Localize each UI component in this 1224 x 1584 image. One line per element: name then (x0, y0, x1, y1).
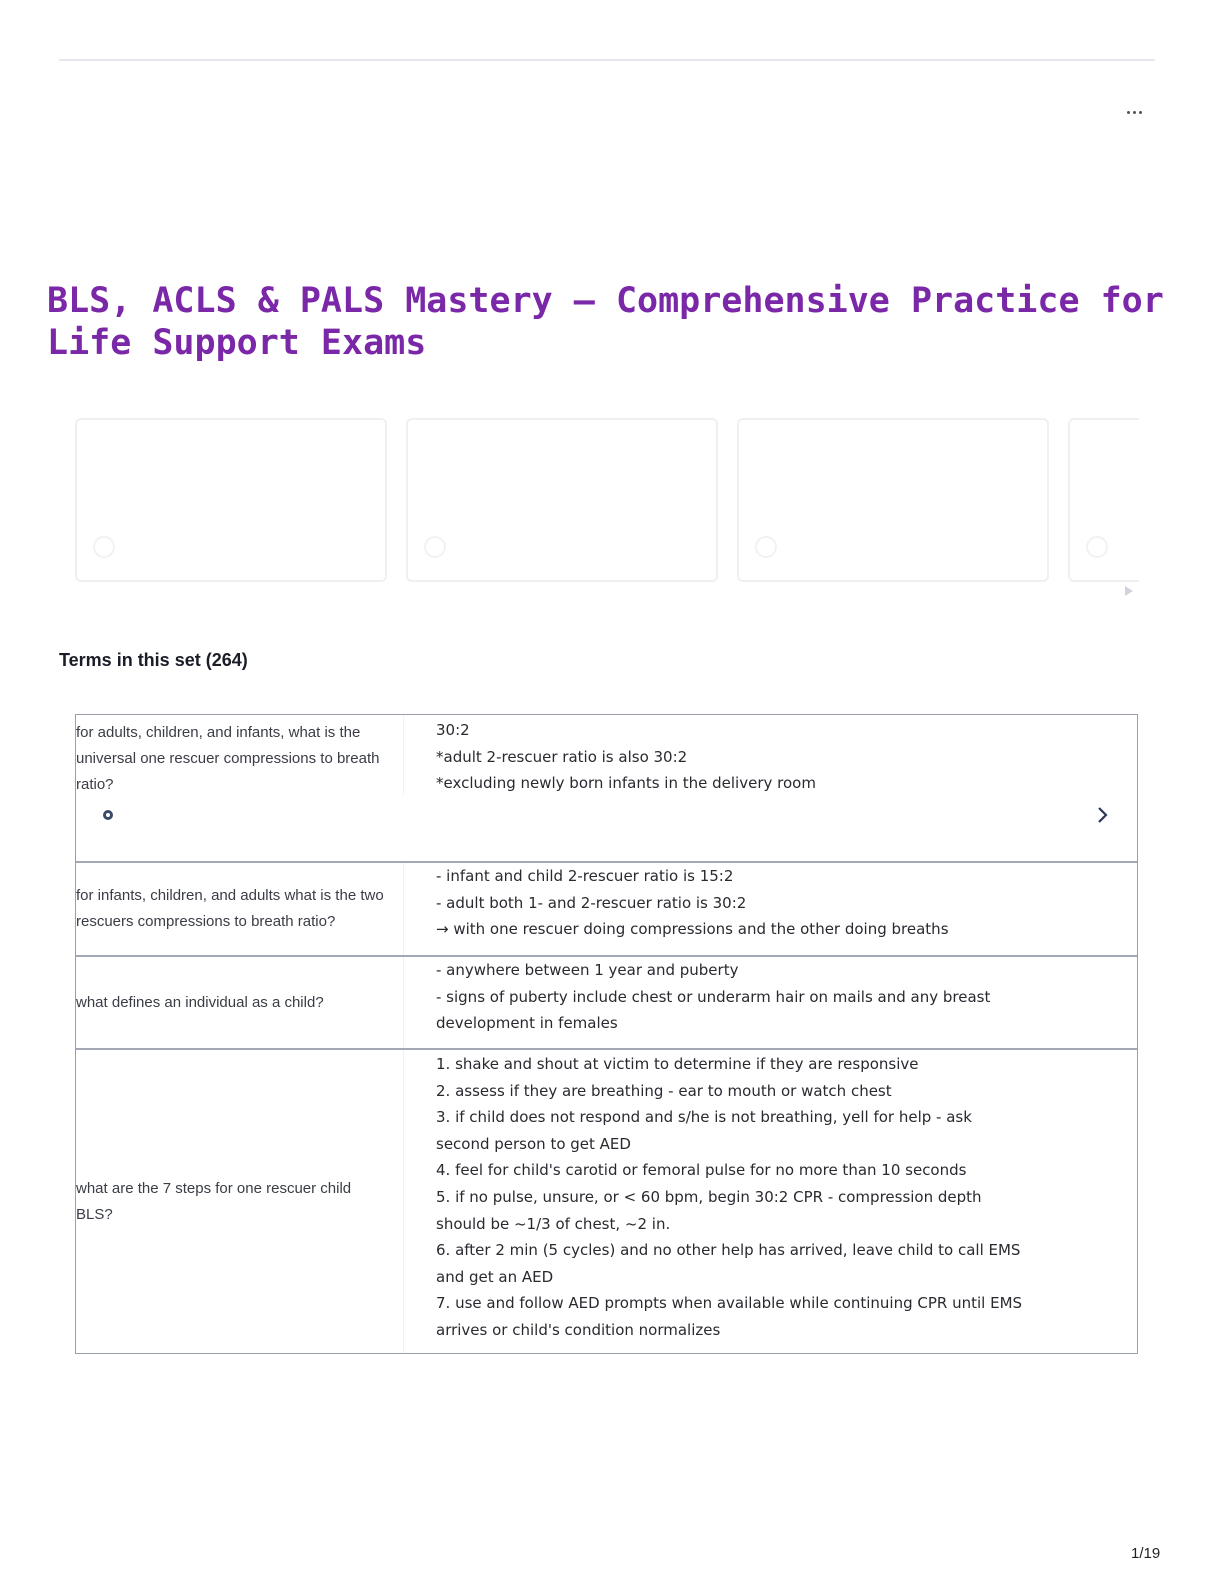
definition-text (404, 957, 1137, 1048)
term-text: for adults, children, and infants, what is the universal one rescuer compressions to breath ratio? (76, 715, 404, 795)
definition-line: 7. use and follow AED prompts when available while continuing CPR until EMS (436, 1294, 1023, 1313)
loading-spinner-icon (755, 536, 777, 558)
chevron-right-icon[interactable] (1096, 805, 1110, 825)
definition-line: should be ~1/3 of chest, ~2 in. (436, 1214, 671, 1233)
term-row[interactable] (76, 1050, 1137, 1353)
loading-spinner-icon (424, 536, 446, 558)
page-title: BLS, ACLS & PALS Mastery – Comprehensive Practice for Life Support Exams (47, 281, 1164, 363)
carousel-next-arrow-icon[interactable] (1125, 586, 1133, 596)
definition-line: - infant and child 2-rescuer ratio is 15:2 (436, 867, 734, 885)
term-row[interactable] (76, 957, 1137, 1050)
definition-line: *excluding newly born infants in the delivery room (436, 774, 816, 793)
term-text: what are the 7 steps for one rescuer child BLS? (76, 1050, 404, 1353)
definition-line: arrives or child's condition normalizes (436, 1320, 721, 1339)
loading-spinner-icon (1086, 536, 1108, 558)
term-text: for infants, children, and adults what is the two rescuers compressions to breath ratio? (76, 863, 404, 955)
term-row[interactable] (76, 863, 1137, 957)
study-mode-carousel (0, 0, 1139, 600)
term-row[interactable] (76, 715, 1137, 863)
terms-list (75, 714, 1138, 1354)
definition-line: 30:2 (436, 721, 470, 739)
definition-line: 3. if child does not respond and s/he is not breathing, yell for help - ask (436, 1108, 972, 1127)
loading-spinner-icon (93, 536, 115, 558)
study-mode-card[interactable] (1068, 418, 1139, 582)
study-mode-card[interactable] (75, 418, 387, 582)
definition-line: - adult both 1- and 2-rescuer ratio is 30:2 (436, 893, 747, 912)
definition-line: 4. feel for child's carotid or femoral pulse for no more than 10 seconds (436, 1161, 967, 1180)
definition-line: 6. after 2 min (5 cycles) and no other help has arrived, leave child to call EMS (436, 1241, 1021, 1260)
page-number: 1/19 (1131, 1545, 1161, 1562)
definition-line: 5. if no pulse, unsure, or < 60 bpm, begin 30:2 CPR - compression depth (436, 1187, 982, 1206)
definition-line: 2. assess if they are breathing - ear to mouth or watch chest (436, 1081, 892, 1100)
term-text: what defines an individual as a child? (76, 957, 404, 1048)
definition-line: - signs of puberty include chest or underarm hair on mails and any breast (436, 987, 991, 1006)
definition-line: and get an AED (436, 1267, 554, 1286)
study-mode-card[interactable] (406, 418, 718, 582)
terms-heading: Terms in this set (264) (59, 650, 248, 670)
definition-line: 1. shake and shout at victim to determine if they are responsive (436, 1055, 919, 1073)
definition-line: *adult 2-rescuer ratio is also 30:2 (436, 747, 688, 766)
definition-line: → with one rescuer doing compressions and the other doing breaths (436, 920, 949, 939)
definition-text (404, 1050, 1137, 1353)
settings-gear-icon[interactable] (103, 810, 113, 820)
definition-text (404, 715, 1137, 861)
definition-text (404, 863, 1137, 955)
study-mode-card[interactable] (737, 418, 1049, 582)
definition-line: development in females (436, 1014, 618, 1033)
definition-line: - anywhere between 1 year and puberty (436, 961, 739, 979)
definition-line: second person to get AED (436, 1134, 631, 1153)
